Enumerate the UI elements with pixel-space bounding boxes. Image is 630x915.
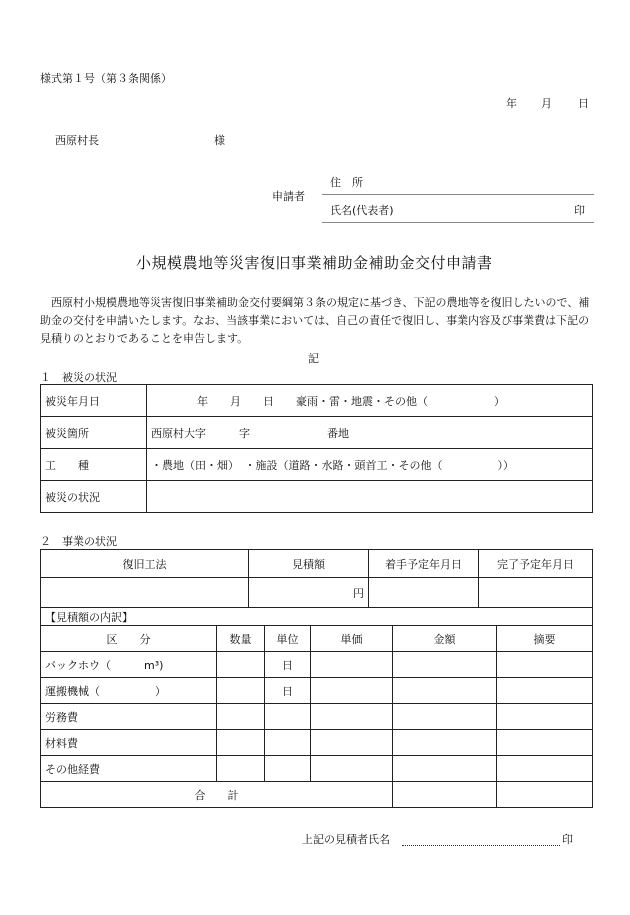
date-month-label: 月 bbox=[541, 97, 552, 110]
table-row bbox=[41, 782, 593, 808]
table-row bbox=[41, 626, 593, 652]
body-paragraph: 西原村小規模農地等災害復旧事業補助金交付要綱第３条の規定に基づき、下記の農地等を復旧したいので、補助金の交付を申請いたします。なお、当該事業においては、自己の責任で復旧し、事業内容及び事業費は下記の見積りのとおりであることを申告します。 bbox=[40, 296, 590, 345]
date-day-label: 日 bbox=[578, 97, 589, 110]
disaster-location-field[interactable]: 西原村大字 字 番地 bbox=[147, 417, 593, 449]
address-label: 住 所 bbox=[330, 176, 363, 189]
unit-price-header: 単価 bbox=[311, 626, 393, 652]
date-year-label: 年 bbox=[506, 97, 517, 110]
quantity-cell[interactable] bbox=[217, 756, 265, 782]
method-header: 復旧工法 bbox=[41, 550, 249, 578]
start-date-field[interactable] bbox=[369, 578, 479, 608]
table-row bbox=[41, 550, 593, 578]
quantity-cell[interactable] bbox=[217, 652, 265, 678]
start-date-header: 着手予定年月日 bbox=[369, 550, 479, 578]
unit-cell[interactable] bbox=[265, 756, 311, 782]
unit-cell[interactable] bbox=[265, 704, 311, 730]
table-row bbox=[41, 678, 593, 704]
quantity-header: 数量 bbox=[217, 626, 265, 652]
remarks-cell[interactable] bbox=[497, 704, 593, 730]
table-row bbox=[41, 449, 593, 481]
honorific: 様 bbox=[214, 134, 225, 147]
table-row bbox=[41, 652, 593, 678]
category-header: 区 分 bbox=[41, 626, 217, 652]
table-row bbox=[41, 608, 593, 626]
table-row bbox=[41, 417, 593, 449]
table-row bbox=[41, 385, 593, 417]
table-row bbox=[41, 578, 593, 608]
table-row bbox=[41, 756, 593, 782]
estimate-header: 見積額 bbox=[249, 550, 369, 578]
project-table bbox=[40, 549, 593, 608]
disaster-status-label: 被災の状況 bbox=[41, 481, 147, 513]
disaster-status-field[interactable] bbox=[147, 481, 593, 513]
other-expense-label: その他経費 bbox=[41, 756, 217, 782]
remarks-cell[interactable] bbox=[497, 730, 593, 756]
seal-mark: 印 bbox=[574, 204, 585, 217]
end-date-header: 完了予定年月日 bbox=[479, 550, 593, 578]
total-label: 合 計 bbox=[41, 782, 393, 808]
disaster-date-label: 被災年月日 bbox=[41, 385, 147, 417]
unit-cell: 日 bbox=[265, 652, 311, 678]
section2-heading: ２ 事業の状況 bbox=[40, 535, 117, 548]
unit-price-cell[interactable] bbox=[311, 730, 393, 756]
amount-cell[interactable] bbox=[393, 730, 497, 756]
name-underline bbox=[322, 222, 594, 223]
breakdown-label: 【見積額の内訳】 bbox=[41, 608, 593, 626]
amount-cell[interactable] bbox=[393, 704, 497, 730]
quantity-cell[interactable] bbox=[217, 704, 265, 730]
name-label: 氏名(代表者) bbox=[330, 204, 394, 217]
total-remarks-cell[interactable] bbox=[497, 782, 593, 808]
address-underline bbox=[322, 194, 594, 195]
work-type-label: 工 種 bbox=[41, 449, 147, 481]
method-field[interactable] bbox=[41, 578, 249, 608]
estimator-seal: 印 bbox=[562, 833, 573, 846]
unit-price-cell[interactable] bbox=[311, 678, 393, 704]
disaster-date-field[interactable]: 年 月 日 豪雨・雷・地震・その他（ ） bbox=[147, 385, 593, 417]
quantity-cell[interactable] bbox=[217, 730, 265, 756]
section1-heading: １ 被災の状況 bbox=[40, 371, 117, 384]
ki-label: 記 bbox=[308, 352, 319, 365]
estimate-field[interactable] bbox=[249, 578, 369, 608]
amount-cell[interactable] bbox=[393, 756, 497, 782]
table-row bbox=[41, 481, 593, 513]
unit-price-cell[interactable] bbox=[311, 756, 393, 782]
addressee: 西原村長 bbox=[55, 134, 99, 147]
disaster-location-label: 被災箇所 bbox=[41, 417, 147, 449]
unit-cell[interactable] bbox=[265, 730, 311, 756]
unit-price-cell[interactable] bbox=[311, 704, 393, 730]
estimator-label: 上記の見積者氏名 bbox=[302, 833, 390, 846]
table-row bbox=[41, 704, 593, 730]
page-title: 小規模農地等災害復旧事業補助金補助金交付申請書 bbox=[136, 254, 493, 272]
labor-label: 労務費 bbox=[41, 704, 217, 730]
backhoe-label: バックホウ（ m³) bbox=[41, 652, 217, 678]
yen-unit: 円 bbox=[353, 586, 364, 600]
quantity-cell[interactable] bbox=[217, 678, 265, 704]
remarks-cell[interactable] bbox=[497, 678, 593, 704]
applicant-label: 申請者 bbox=[272, 190, 305, 203]
amount-cell[interactable] bbox=[393, 652, 497, 678]
remarks-cell[interactable] bbox=[497, 756, 593, 782]
amount-header: 金額 bbox=[393, 626, 497, 652]
disaster-table bbox=[40, 384, 593, 513]
remarks-header: 摘要 bbox=[497, 626, 593, 652]
form-number: 様式第１号（第３条関係） bbox=[40, 72, 172, 85]
amount-cell[interactable] bbox=[393, 678, 497, 704]
end-date-field[interactable] bbox=[479, 578, 593, 608]
table-row bbox=[41, 730, 593, 756]
remarks-cell[interactable] bbox=[497, 652, 593, 678]
material-label: 材料費 bbox=[41, 730, 217, 756]
unit-header: 単位 bbox=[265, 626, 311, 652]
unit-price-cell[interactable] bbox=[311, 652, 393, 678]
transport-label: 運搬機械（ ） bbox=[41, 678, 217, 704]
breakdown-table bbox=[40, 607, 593, 808]
estimator-name-line[interactable] bbox=[402, 845, 560, 846]
total-amount-cell[interactable] bbox=[393, 782, 497, 808]
work-type-field[interactable]: ・農地（田・畑） ・施設（道路・水路・頭首工・その他（ ）） bbox=[147, 449, 593, 481]
unit-cell: 日 bbox=[265, 678, 311, 704]
